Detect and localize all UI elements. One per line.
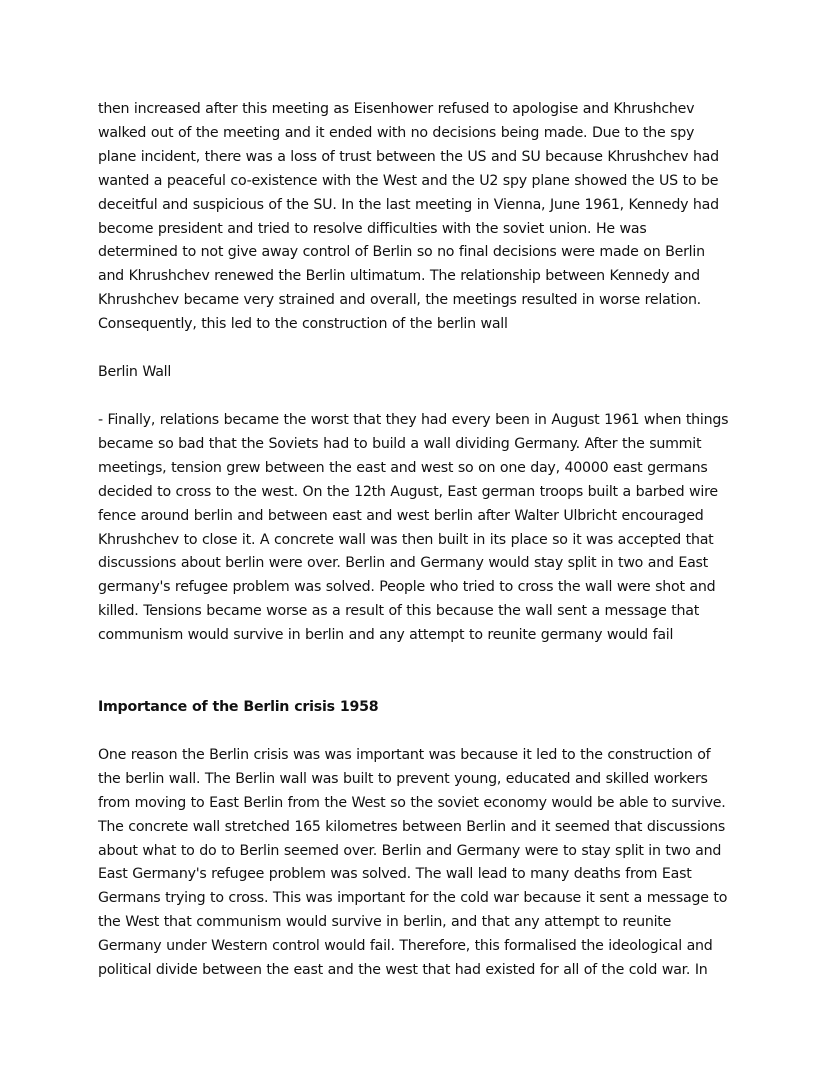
- paragraph-importance: One reason the Berlin crisis was was important was because it led to the construction of the berlin wall. The Berlin wall was built to prevent young, educated and skilled workers from moving to East Berlin from the West so the soviet economy would be able to survive. The concrete wall stretched 165 kilometres between Berlin and it seemed that discussions about what to do to Berlin seemed over. Berlin and Germany were to stay split in two and East Germany's refugee problem was solved. The wall lead to many deaths from East Germans trying to cross. This was important for the cold war because it sent a message to the West that communism would survive in berlin, and that any attempt to reunite Germany under Western control would fail. Therefore, this formalised the ideological and political divide between the east and the west that had existed for all of the cold war. In: [98, 746, 728, 979]
- section-heading-importance: Importance of the Berlin crisis 1958: [98, 699, 379, 716]
- paragraph-berlin-wall: - Finally, relations became the worst that they had every been in August 1961 when things became so bad that the Soviets had to build a wall dividing Germany. After the summit meetings, tension grew between the east and west so on one day, 40000 east germans decided to cross to the west. On the 12th August, East german troops built a barbed wire fence around berlin and between east and west berlin after Walter Ulbricht encouraged Khrushchev to close it. A concrete wall was then built in its place so it was accepted that discussions about berlin were over. Berlin and Germany would stay split in two and East germany's refugee problem was solved. People who tried to cross the wall were shot and killed. Tensions became worse as a result of this because the wall sent a message that communism would survive in berlin and any attempt to reunite germany would fail: [98, 411, 729, 644]
- document-body: [98, 98, 730, 983]
- section-heading-berlin-wall: Berlin Wall: [98, 364, 172, 381]
- paragraph-summit-meetings: then increased after this meeting as Eisenhower refused to apologise and Khrushchev walked out of the meeting and it ended with no decisions being made. Due to the spy plane incident, there was a loss of trust between the US and SU because Khrushchev had wanted a peaceful co-existence with the West and the U2 spy plane showed the US to be deceitful and suspicious of the SU. In the last meeting in Vienna, June 1961, Kennedy had become president and tried to resolve difficulties with the soviet union. He was determined to not give away control of Berlin so no final decisions were made on Berlin and Khrushchev renewed the Berlin ultimatum. The relationship between Kennedy and Khrushchev became very strained and overall, the meetings resulted in worse relation. Consequently, this led to the construction of the berlin wall: [98, 101, 719, 333]
